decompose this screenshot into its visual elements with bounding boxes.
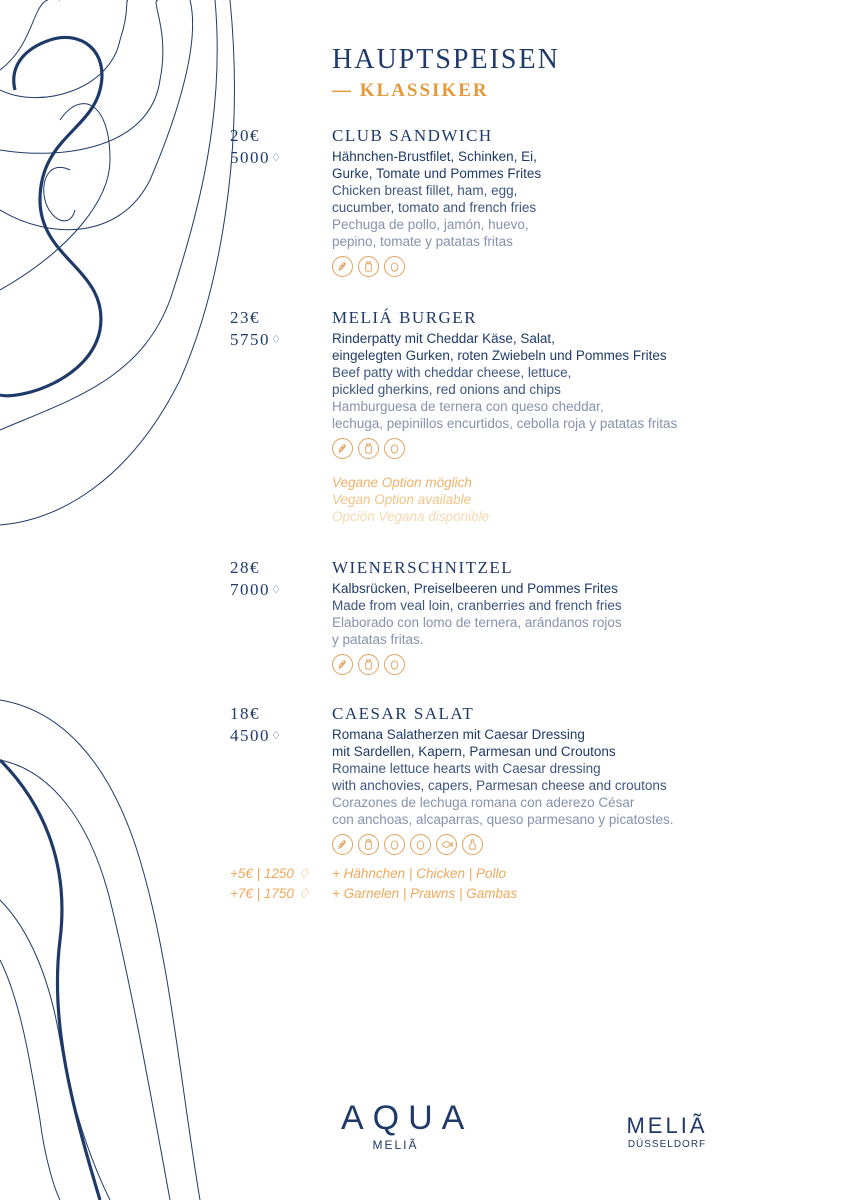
description-es: Elaborado con lomo de ternera, arándanos rojos y patatas fritas. [332,615,622,647]
diamond-icon: ♢ [271,584,283,596]
allergen-icons [332,256,812,277]
milk-jar-icon [358,834,379,855]
addon-label: + Garnelen | Prawns | Gambas [332,886,518,901]
description-es: Corazones de lechuga romana con aderezo César con anchoas, alcaparras, queso parmesano y picatostes. [332,795,674,827]
page-subtitle: — KLASSIKER [332,80,489,101]
description-en: Made from veal loin, cranberries and french fries [332,598,622,613]
fish-icon [436,834,457,855]
description-de: Kalbsrücken, Preiselbeeren und Pommes Frites [332,581,618,596]
dish-title: WIENERSCHNITZEL [332,558,514,577]
dish-title: MELIÁ BURGER [332,308,478,327]
price-euro: 18€ [230,704,260,723]
price-points: 5750♢ [230,330,283,349]
allergen-icons [332,654,812,675]
egg-icon [384,256,405,277]
wheat-icon [332,438,353,459]
price-points: 5000♢ [230,148,283,167]
diamond-icon: ♢ [271,730,283,742]
price-euro: 23€ [230,308,260,327]
dish-price [230,308,282,350]
description-es: Pechuga de pollo, jamón, huevo, pepino, tomate y patatas fritas [332,217,529,249]
description-en: Romaine lettuce hearts with Caesar dressing with anchovies, capers, Parmesan cheese and croutons [332,761,667,793]
dish-price [230,558,282,600]
allergen-icons [332,834,812,855]
diamond-icon: ♢ [297,886,310,901]
page-title: HAUPTSPEISEN [332,44,560,75]
wheat-icon [332,654,353,675]
dish-price [230,126,282,168]
wheat-icon [332,256,353,277]
addon-price: +5€ | 1250 ♢ [230,866,310,881]
menu-heading [332,44,560,103]
wheat-icon [332,834,353,855]
egg-icon [410,834,431,855]
description-en: Beef patty with cheddar cheese, lettuce, pickled gherkins, red onions and chips [332,365,572,397]
price-euro: 20€ [230,126,260,145]
description-de: Hähnchen-Brustfilet, Schinken, Ei, Gurke, Tomate und Pommes Frites [332,149,542,181]
dish-price [230,704,282,746]
description-de: Rinderpatty mit Cheddar Käse, Salat, eingelegten Gurken, roten Zwiebeln und Pommes Frites [332,331,667,363]
egg-icon [384,438,405,459]
egg-icon [384,834,405,855]
description-en: Chicken breast fillet, ham, egg, cucumber, tomato and french fries [332,183,537,215]
price-points: 7000♢ [230,580,283,599]
egg-icon [384,654,405,675]
description-es: Hamburguesa de ternera con queso cheddar, lechuga, pepinillos encurtidos, cebolla roja y patatas fritas [332,399,678,431]
addon-price: +7€ | 1750 ♢ [230,886,310,901]
mustard-bottle-icon [462,834,483,855]
diamond-icon: ♢ [271,334,283,346]
milk-jar-icon [358,654,379,675]
price-euro: 28€ [230,558,260,577]
vegan-option-note: Vegane Option möglich Vegan Option available Opción Vegana disponible [332,475,490,524]
description-de: Romana Salatherzen mit Caesar Dressing mit Sardellen, Kapern, Parmesan und Croutons [332,727,616,759]
diamond-icon: ♢ [297,866,310,881]
addon-label: + Hähnchen | Chicken | Pollo [332,866,506,881]
dish-title: CLUB SANDWICH [332,126,493,145]
melia-dusseldorf-logo: MELIÃ DÜSSELDORF [626,1113,708,1150]
milk-jar-icon [358,438,379,459]
aqua-melia-logo: AQUA MELIÃ [341,1099,474,1152]
price-points: 4500♢ [230,726,283,745]
allergen-icons [332,438,812,459]
diamond-icon: ♢ [271,152,283,164]
dish-title: CAESAR SALAT [332,704,475,723]
milk-jar-icon [358,256,379,277]
